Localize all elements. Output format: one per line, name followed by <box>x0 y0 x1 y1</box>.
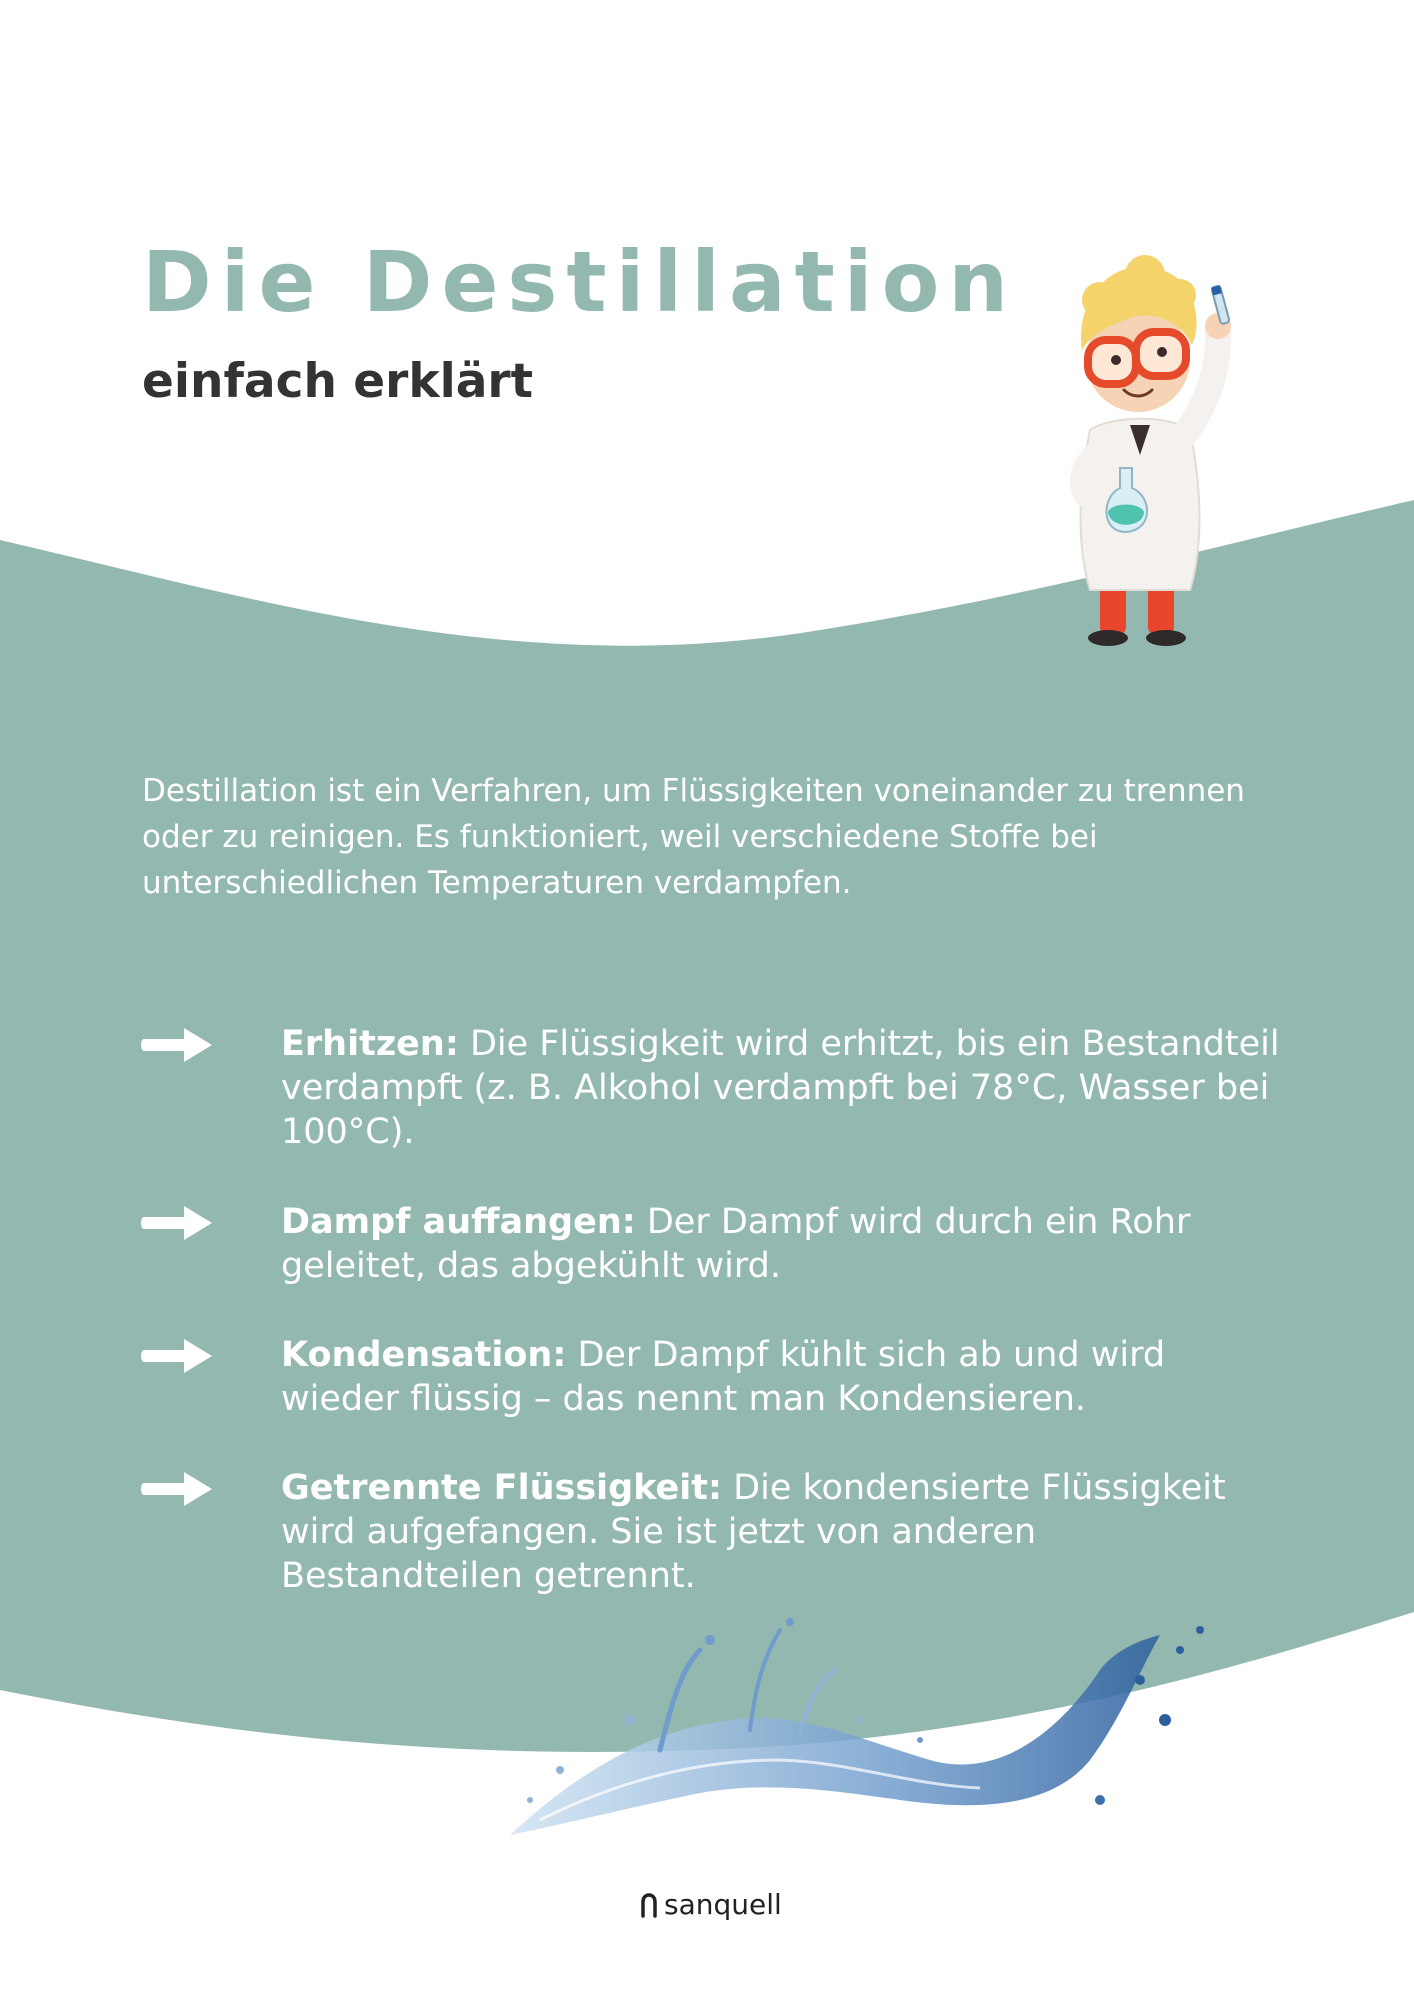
arrow-right-icon <box>140 1335 216 1377</box>
sanquell-logo-icon <box>640 1892 658 1918</box>
step-description: Die Flüssigkeit wird erhitzt, bis ein Bestandteil verdampft (z. B. Alkohol verdampft bei 78°C, Wasser bei 100°C). <box>281 1024 1280 1152</box>
step-text <box>281 1022 1281 1154</box>
step-term: Dampf auffangen: <box>281 1202 636 1242</box>
arrow-right-icon <box>140 1024 216 1066</box>
water-splash-illustration <box>500 1610 1220 1850</box>
step-text <box>281 1333 1281 1421</box>
arrow-right-icon <box>140 1468 216 1510</box>
page-subtitle: einfach erklärt <box>142 354 534 409</box>
brand-logo-text: sanquell <box>664 1888 782 1921</box>
step-text <box>281 1466 1281 1598</box>
step-text <box>281 1200 1281 1288</box>
arrow-right-icon <box>140 1202 216 1244</box>
step-description: Die kondensierte Flüssigkeit wird aufgefangen. Sie ist jetzt von anderen Bestandteilen getrennt. <box>281 1468 1226 1596</box>
page-title: Die Destillation <box>142 233 1018 331</box>
intro-paragraph: Destillation ist ein Verfahren, um Flüssigkeiten voneinander zu trennen oder zu reinigen. Es funktioniert, weil verschiedene Stoffe bei unterschiedlichen Temperaturen verdampfen. <box>142 773 1245 901</box>
step-term: Erhitzen: <box>281 1024 459 1064</box>
step-description: Der Dampf wird durch ein Rohr geleitet, das abgekühlt wird. <box>281 1202 1191 1286</box>
child-scientist-illustration <box>1020 240 1260 660</box>
step-term: Kondensation: <box>281 1335 567 1375</box>
step-term: Getrennte Flüssigkeit: <box>281 1468 723 1508</box>
brand-logo <box>640 1888 782 1921</box>
step-description: Der Dampf kühlt sich ab und wird wieder flüssig – das nennt man Kondensieren. <box>281 1335 1166 1419</box>
